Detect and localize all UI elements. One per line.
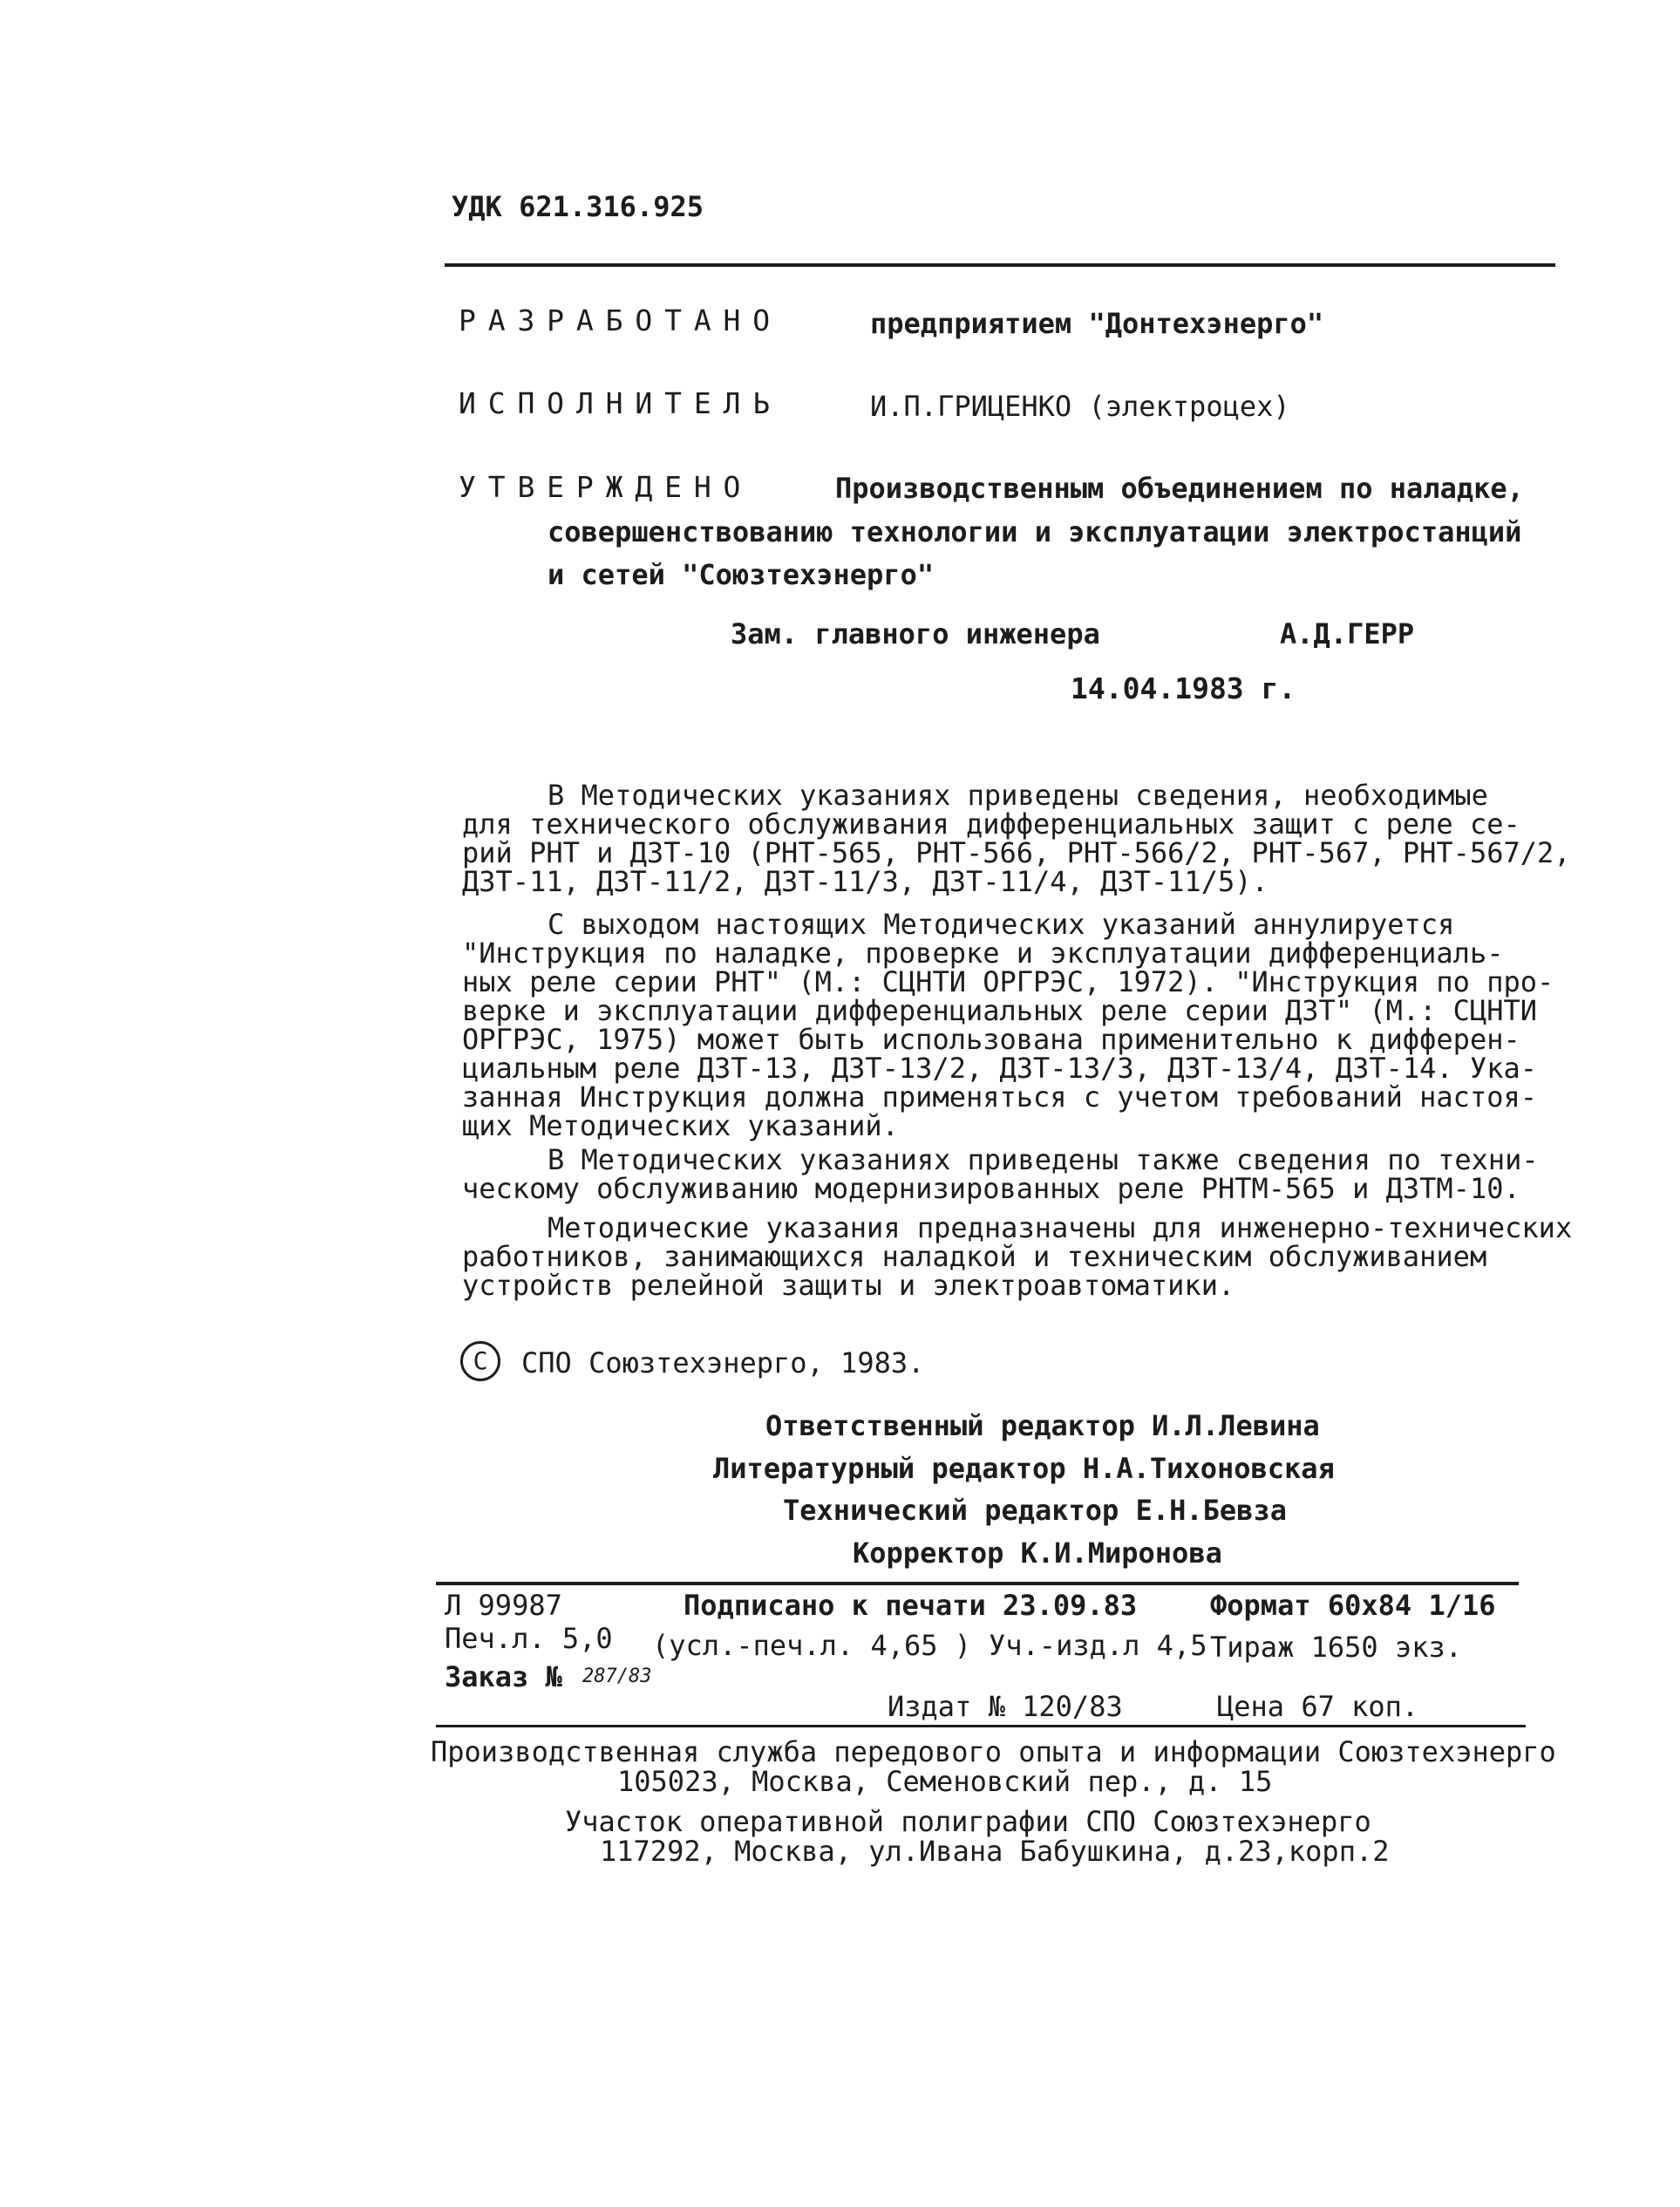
imprint-conditional: (усл.-печ.л. 4,65 ) xyxy=(652,1629,972,1662)
imprint-issue: Издат № 120/83 xyxy=(888,1690,1123,1723)
approved-line-2: совершенствованию технологии и эксплуатации электростанций xyxy=(548,515,1522,548)
executor-value: И.П.ГРИЦЕНКО (электроцех) xyxy=(870,390,1290,423)
footer-line-1: Производственная служба передового опыта и информации Союзтехэнерго xyxy=(431,1735,1556,1768)
p2-line: С выходом настоящих Методических указаний аннулируется xyxy=(548,908,1455,941)
imprint-signed: Подписано к печати 23.09.83 xyxy=(684,1589,1138,1622)
p1-line: рий РНТ и ДЗТ-10 (РНТ-565, РНТ-566, РНТ-566/2, РНТ-567, РНТ-567/2, xyxy=(462,836,1571,869)
paragraph-2 xyxy=(462,910,1604,1141)
p4-line: устройств релейной защиты и электроавтоматики. xyxy=(462,1269,1235,1302)
imprint-sheets: Печ.л. 5,0 xyxy=(445,1622,613,1655)
p3-line: В Методических указаниях приведены также сведения по техни- xyxy=(548,1143,1539,1176)
footer-line-4: 117292, Москва, ул.Ивана Бабушкина, д.23,корп.2 xyxy=(600,1835,1390,1868)
imprint-order-label: Заказ № xyxy=(445,1660,562,1693)
footer-line-3: Участок оперативной полиграфии СПО Союзтехэнерго xyxy=(565,1805,1371,1838)
copyright-text: СПО Союзтехэнерго, 1983. xyxy=(521,1346,925,1379)
editor-responsible: Ответственный редактор И.Л.Левина xyxy=(765,1409,1320,1442)
p1-line: ДЗТ-11, ДЗТ-11/2, ДЗТ-11/3, ДЗТ-11/4, ДЗТ-11/5). xyxy=(462,865,1269,898)
p4-line: Методические указания предназначены для инженерно-технических xyxy=(548,1211,1573,1244)
editor-technical: Технический редактор Е.Н.Бевза xyxy=(783,1494,1287,1527)
p1-line: для технического обслуживания дифференциальных защит с реле се- xyxy=(462,807,1520,841)
paragraph-3 xyxy=(462,1143,1604,1205)
editor-literary: Литературный редактор Н.А.Тихоновская xyxy=(713,1452,1335,1485)
p2-line: циальным реле ДЗТ-13, ДЗТ-13/2, ДЗТ-13/3, ДЗТ-13/4, ДЗТ-14. Ука- xyxy=(462,1052,1537,1085)
developed-label: РАЗРАБОТАНО xyxy=(459,303,783,337)
p4-line: работников, занимающихся наладкой и техническим обслуживанием xyxy=(462,1240,1487,1273)
imprint-license: Л 99987 xyxy=(445,1589,562,1622)
p2-line: ОРГРЭС, 1975) может быть использована применительно к дифферен- xyxy=(462,1023,1520,1056)
paragraph-1 xyxy=(462,781,1604,896)
imprint-price: Цена 67 коп. xyxy=(1217,1690,1419,1723)
top-rule xyxy=(445,263,1555,267)
p3-line: ческому обслуживанию модернизированных реле РНТМ-565 и ДЗТМ-10. xyxy=(462,1172,1520,1205)
imprint-print-run: Тираж 1650 экз. xyxy=(1210,1631,1462,1664)
signatory-name: А.Д.ГЕРР xyxy=(1280,617,1415,651)
approved-line-1: Производственным объединением по наладке, xyxy=(835,472,1524,505)
imprint-order-number: 287/83 xyxy=(582,1665,652,1687)
imprint-publisher-sheets: Уч.-изд.л 4,5 xyxy=(989,1629,1207,1662)
paragraph-4 xyxy=(462,1211,1604,1302)
imprint-format: Формат 60х84 1/16 xyxy=(1210,1589,1496,1622)
copyright-icon: C xyxy=(460,1341,500,1381)
imprint-rule xyxy=(436,1582,1519,1585)
p2-line: верке и эксплуатации дифференциальных реле серии ДЗТ" (М.: СЦНТИ xyxy=(462,994,1537,1027)
approved-label: УТВЕРЖДЕНО xyxy=(459,470,753,504)
developed-value: предприятием "Донтехэнерго" xyxy=(870,307,1324,340)
p2-line: занная Инструкция должна применяться с учетом требований настоя- xyxy=(462,1080,1537,1114)
approved-line-3: и сетей "Союзтехэнерго" xyxy=(548,558,935,591)
footer-line-2: 105023, Москва, Семеновский пер., д. 15 xyxy=(617,1765,1273,1798)
p2-line: "Инструкция по наладке, проверке и эксплуатации дифференциаль- xyxy=(462,937,1504,970)
signatory-title: Зам. главного инженера xyxy=(731,617,1100,651)
footer-rule xyxy=(436,1725,1526,1727)
p2-line: ных реле серии РНТ" (М.: СЦНТИ ОРГРЭС, 1972). "Инструкция по про- xyxy=(462,965,1554,998)
editor-corrector: Корректор К.И.Миронова xyxy=(853,1536,1222,1570)
udk-code: УДК 621.316.925 xyxy=(452,190,704,223)
approved-date: 14.04.1983 г. xyxy=(1071,671,1296,705)
p1-line: В Методических указаниях приведены сведения, необходимые xyxy=(548,779,1488,812)
p2-line: щих Методических указаний. xyxy=(462,1109,899,1142)
executor-label: ИСПОЛНИТЕЛЬ xyxy=(459,386,783,420)
